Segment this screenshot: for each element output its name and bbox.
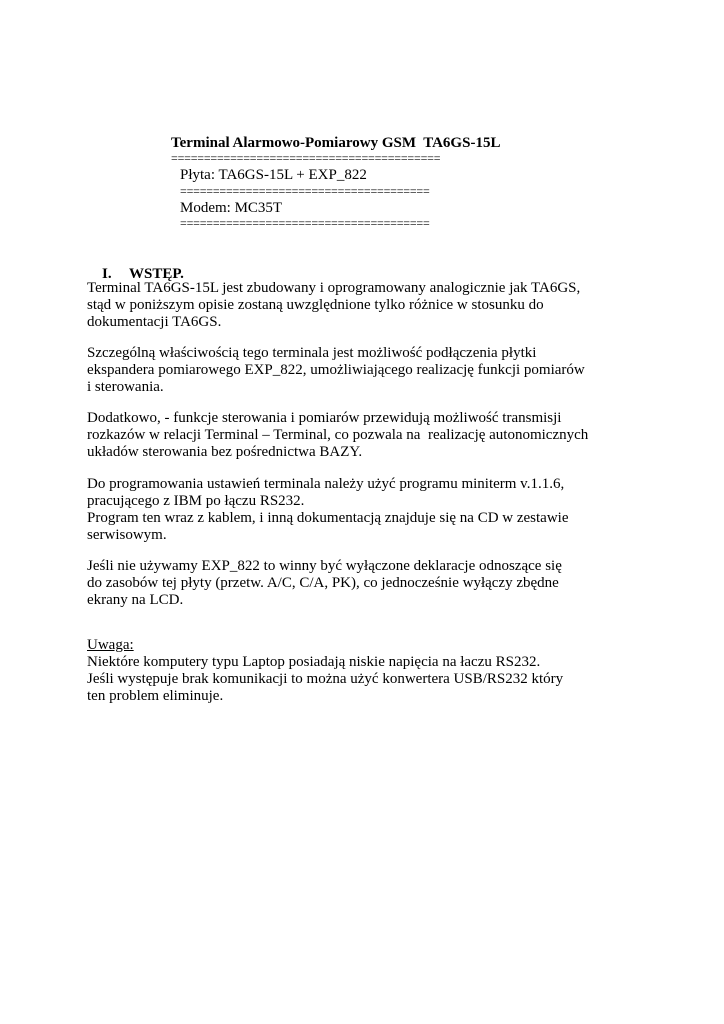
paragraph-line: Jeśli nie używamy EXP_822 to winny być wyłączone deklaracje odnoszące się xyxy=(87,558,562,574)
paragraph-line: Terminal TA6GS-15L jest zbudowany i oprogramowany analogicznie jak TA6GS, xyxy=(87,280,581,296)
paragraph-feature xyxy=(87,345,587,396)
modem-rule: ====================================== xyxy=(180,218,430,228)
note-label: Uwaga: xyxy=(87,637,134,653)
section-number: I. xyxy=(102,266,112,282)
section-title: WSTĘP. xyxy=(129,266,184,282)
board-rule: ====================================== xyxy=(180,186,430,196)
paragraph-line: Do programowania ustawień terminala należy użyć programu miniterm v.1.1.6, xyxy=(87,476,565,492)
paragraph-line: ekrany na LCD. xyxy=(87,592,184,608)
board-line: Płyta: TA6GS-15L + EXP_822 xyxy=(180,167,367,183)
paragraph-line: Program ten wraz z kablem, i inną dokumentacją znajduje się na CD w zestawie xyxy=(87,510,569,526)
paragraph-line: pracującego z IBM po łączu RS232. xyxy=(87,493,305,509)
note-block xyxy=(87,637,587,705)
paragraph-line: stąd w poniższym opisie zostaną uwzględnione tylko różnice w stosunku do xyxy=(87,297,544,313)
paragraph-exp822 xyxy=(87,558,587,609)
paragraph-line: dokumentacji TA6GS. xyxy=(87,314,222,330)
paragraph-line: układów sterowania bez pośrednictwa BAZY. xyxy=(87,444,363,460)
paragraph-line: do zasobów tej płyty (przetw. A/C, C/A, PK), co jednocześnie wyłączy zbędne xyxy=(87,575,559,591)
paragraph-line: Dodatkowo, - funkcje sterowania i pomiarów przewidują możliwość transmisji xyxy=(87,410,562,426)
document-title: Terminal Alarmowo-Pomiarowy GSM TA6GS-15L xyxy=(171,135,501,151)
paragraph-line: i sterowania. xyxy=(87,379,164,395)
note-line: Jeśli występuje brak komunikacji to można użyć konwertera USB/RS232 który xyxy=(87,671,564,687)
paragraph-intro xyxy=(87,280,587,331)
note-line: Niektóre komputery typu Laptop posiadają niskie napięcia na łaczu RS232. xyxy=(87,654,541,670)
modem-line: Modem: MC35T xyxy=(180,200,283,216)
paragraph-line: rozkazów w relacji Terminal – Terminal, co pozwala na realizację autonomicznych xyxy=(87,427,589,443)
note-line: ten problem eliminuje. xyxy=(87,688,224,704)
paragraph-line: ekspandera pomiarowego EXP_822, umożliwiającego realizację funkcji pomiarów xyxy=(87,362,585,378)
paragraph-line: serwisowym. xyxy=(87,527,167,543)
title-rule: ========================================= xyxy=(171,153,441,163)
paragraph-additional xyxy=(87,410,587,461)
paragraph-programming xyxy=(87,476,587,544)
paragraph-line: Szczególną właściwością tego terminala jest możliwość podłączenia płytki xyxy=(87,345,537,361)
